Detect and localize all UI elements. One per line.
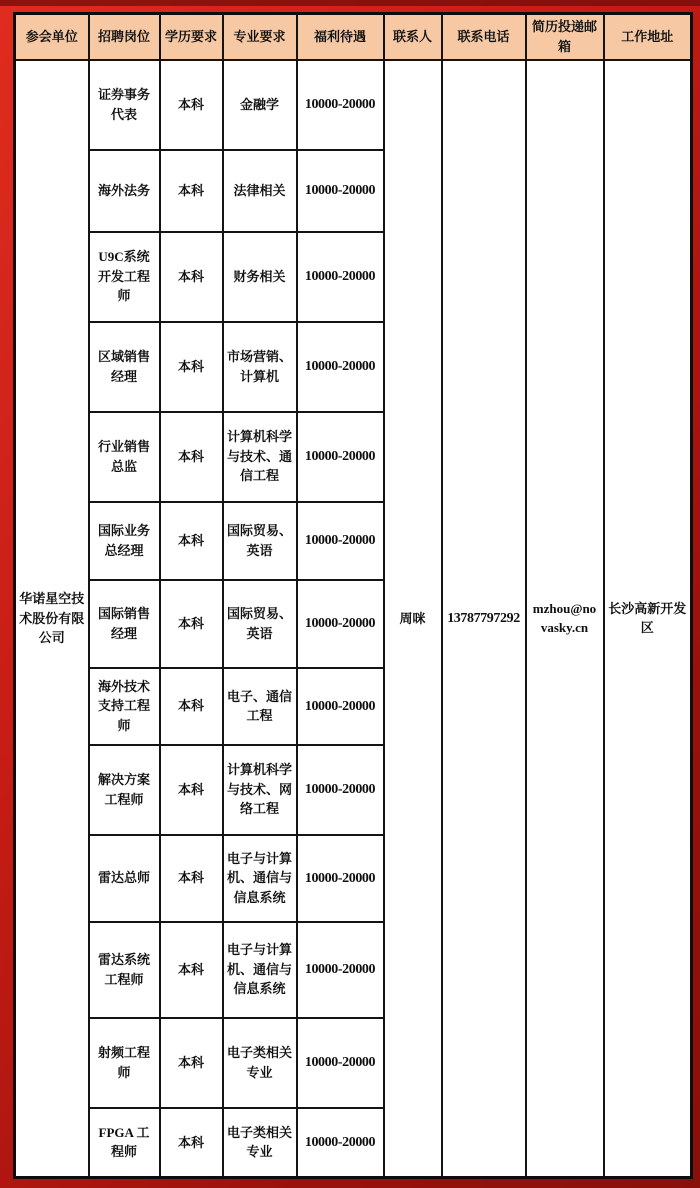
salary-cell: 10000-20000 <box>297 150 384 232</box>
education-cell: 本科 <box>160 232 223 322</box>
header-resume-email: 简历投递邮箱 <box>526 14 604 60</box>
header-education: 学历要求 <box>160 14 223 60</box>
salary-cell: 10000-20000 <box>297 412 384 502</box>
major-cell: 电子、通信工程 <box>223 668 297 745</box>
header-row <box>15 14 692 60</box>
major-cell: 电子类相关专业 <box>223 1108 297 1178</box>
header-contact-name: 联系人 <box>384 14 442 60</box>
major-cell: 法律相关 <box>223 150 297 232</box>
position-cell: 射频工程师 <box>89 1018 160 1108</box>
position-cell: 国际销售经理 <box>89 580 160 668</box>
major-cell: 计算机科学与技术、通信工程 <box>223 412 297 502</box>
salary-cell: 10000-20000 <box>297 60 384 150</box>
salary-cell: 10000-20000 <box>297 745 384 835</box>
salary-cell: 10000-20000 <box>297 835 384 922</box>
salary-cell: 10000-20000 <box>297 502 384 580</box>
salary-cell: 10000-20000 <box>297 668 384 745</box>
header-salary: 福利待遇 <box>297 14 384 60</box>
work-address-cell: 长沙高新开发区 <box>604 60 692 1178</box>
education-cell: 本科 <box>160 580 223 668</box>
education-cell: 本科 <box>160 502 223 580</box>
major-cell: 计算机科学与技术、网络工程 <box>223 745 297 835</box>
position-cell: 证券事务代表 <box>89 60 160 150</box>
education-cell: 本科 <box>160 1018 223 1108</box>
position-cell: 海外技术支持工程师 <box>89 668 160 745</box>
major-cell: 市场营销、计算机 <box>223 322 297 412</box>
frame-top-strip <box>0 0 700 6</box>
header-company: 参会单位 <box>15 14 89 60</box>
company-cell: 华诺星空技术股份有限公司 <box>15 60 89 1178</box>
contact-name-cell: 周咪 <box>384 60 442 1178</box>
header-work-address: 工作地址 <box>604 14 692 60</box>
position-cell: 海外法务 <box>89 150 160 232</box>
table-row <box>15 60 692 150</box>
position-cell: 解决方案工程师 <box>89 745 160 835</box>
education-cell: 本科 <box>160 668 223 745</box>
position-cell: 雷达总师 <box>89 835 160 922</box>
recruitment-table <box>13 12 693 1179</box>
education-cell: 本科 <box>160 1108 223 1178</box>
header-contact-phone: 联系电话 <box>442 14 526 60</box>
education-cell: 本科 <box>160 60 223 150</box>
education-cell: 本科 <box>160 412 223 502</box>
education-cell: 本科 <box>160 922 223 1018</box>
contact-phone-cell: 13787797292 <box>442 60 526 1178</box>
salary-cell: 10000-20000 <box>297 580 384 668</box>
position-cell: 雷达系统工程师 <box>89 922 160 1018</box>
salary-cell: 10000-20000 <box>297 1108 384 1178</box>
major-cell: 电子类相关专业 <box>223 1018 297 1108</box>
education-cell: 本科 <box>160 745 223 835</box>
salary-cell: 10000-20000 <box>297 232 384 322</box>
education-cell: 本科 <box>160 150 223 232</box>
position-cell: FPGA 工程师 <box>89 1108 160 1178</box>
contact-email-cell: mzhou@novasky.cn <box>526 60 604 1178</box>
major-cell: 国际贸易、英语 <box>223 580 297 668</box>
header-major: 专业要求 <box>223 14 297 60</box>
position-cell: U9C系统开发工程师 <box>89 232 160 322</box>
major-cell: 金融学 <box>223 60 297 150</box>
education-cell: 本科 <box>160 322 223 412</box>
header-position: 招聘岗位 <box>89 14 160 60</box>
position-cell: 区域销售经理 <box>89 322 160 412</box>
major-cell: 电子与计算机、通信与信息系统 <box>223 922 297 1018</box>
major-cell: 国际贸易、英语 <box>223 502 297 580</box>
major-cell: 电子与计算机、通信与信息系统 <box>223 835 297 922</box>
position-cell: 国际业务总经理 <box>89 502 160 580</box>
education-cell: 本科 <box>160 835 223 922</box>
position-cell: 行业销售总监 <box>89 412 160 502</box>
salary-cell: 10000-20000 <box>297 1018 384 1108</box>
salary-cell: 10000-20000 <box>297 322 384 412</box>
salary-cell: 10000-20000 <box>297 922 384 1018</box>
major-cell: 财务相关 <box>223 232 297 322</box>
